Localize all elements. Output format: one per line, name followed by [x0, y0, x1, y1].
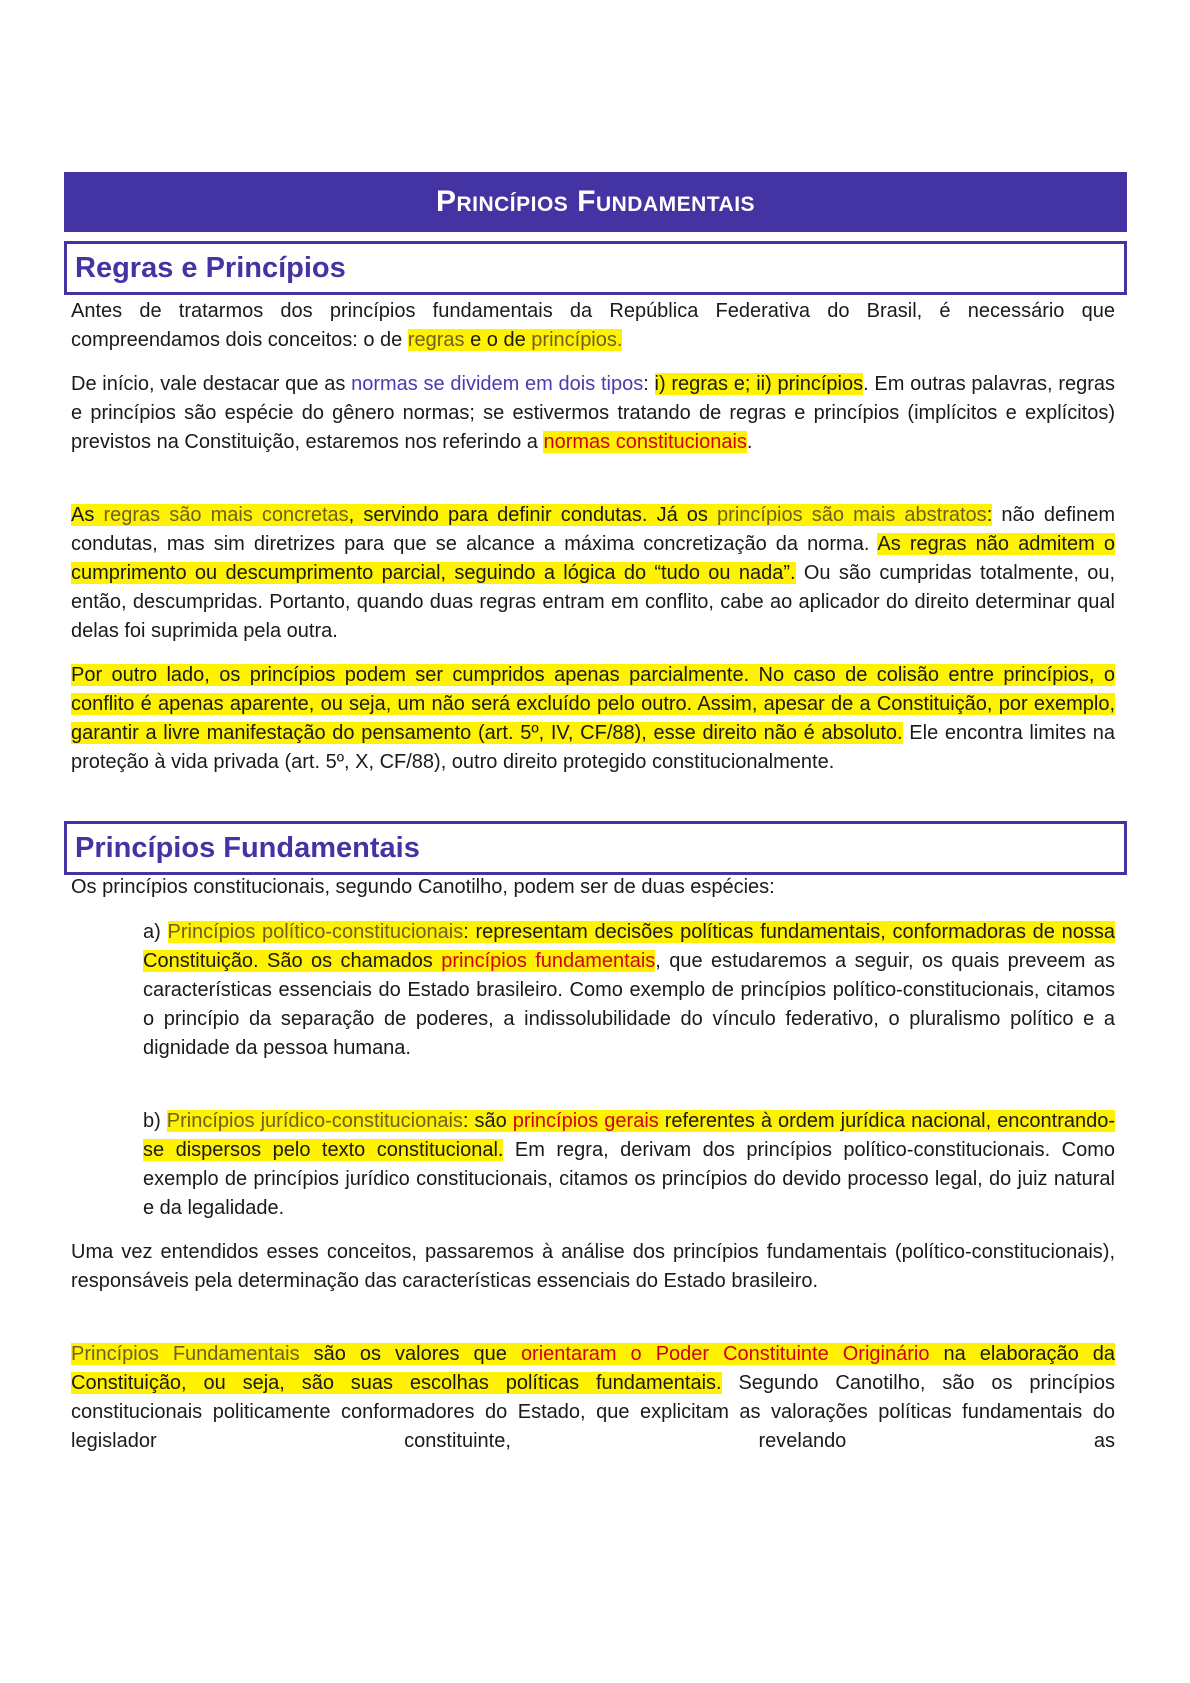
- text-run: Antes de tratarmos dos princípios fundamentais da República Federativa do Brasil, é necessário que compreendamos dois conceitos: o de: [71, 300, 1115, 351]
- section-heading: Princípios Fundamentais: [75, 831, 420, 864]
- text-run: a): [143, 921, 168, 943]
- chapter-title: Princípios Fundamentais: [435, 185, 756, 218]
- highlighted-red-term: princípios fundamentais: [441, 950, 656, 972]
- text-run: :: [643, 373, 655, 395]
- blue-term: normas se dividem em dois tipos: [351, 373, 644, 395]
- highlighted-term: Princípios Fundamentais: [71, 1343, 300, 1365]
- paragraph: [71, 1340, 1115, 1456]
- highlighted-red-term: orientaram o Poder Constituinte Originário: [520, 1343, 930, 1365]
- text-run: Uma vez entendidos esses conceitos, passaremos à análise dos princípios fundamentais (político-constitucionais), responsáveis pela determinação das características essenciais do Estado brasileiro.: [71, 1241, 1115, 1292]
- highlighted-text: e o de: [464, 329, 532, 351]
- highlighted-term: princípios.: [531, 329, 623, 351]
- text-run: Os princípios constitucionais, segundo Canotilho, podem ser de duas espécies:: [71, 876, 775, 898]
- section-heading-box: [64, 821, 1127, 875]
- highlighted-text: As: [71, 504, 104, 526]
- highlighted-term: regras são mais concretas: [103, 504, 349, 526]
- highlighted-text: Por outro lado, os princípios podem ser cumpridos apenas parcialmente. No caso de colisão entre princípios, o conflito é apenas aparente, ou seja, um não será excluído pelo outro. Assim, apesar de a Constituição, por exemplo, garantir a livre manifestação do pensamento (art. 5º, IV, CF/88), esse direito não é absoluto.: [71, 664, 1115, 744]
- chapter-title-banner: [64, 172, 1127, 232]
- text-run: . Em outras palavras, regras e princípios são espécie do gênero normas; se estivermos tratando de regras e princípios (implícitos e explícitos) previstos na Constituição, estaremos nos referindo a: [71, 373, 1116, 453]
- text-run: De início, vale destacar que as: [71, 373, 352, 395]
- highlighted-red-term: princípios gerais: [512, 1110, 659, 1132]
- list-item-b: [143, 1107, 1115, 1223]
- highlighted-term: Princípios político-constitucionais: [167, 921, 464, 943]
- highlighted-text: i) regras e; ii) princípios: [654, 373, 864, 395]
- text-run: , que estudaremos a seguir, os quais preveem as características essenciais do Estado brasileiro. Como exemplo de princípios político-constitucionais, citamos o princípio da separação de poderes, a indissolubilidade do vínculo federativo, o pluralismo político e a dignidade da pessoa humana.: [143, 950, 1115, 1059]
- highlighted-term: princípios são mais abstratos: [717, 504, 987, 526]
- highlighted-text: :: [986, 504, 993, 526]
- section-heading: Regras e Princípios: [75, 251, 346, 284]
- text-run: não definem condutas, mas sim diretrizes para que se alcance a máxima concretização da norma.: [71, 504, 1115, 555]
- highlighted-text: na elaboração da Constituição, ou seja, são suas escolhas políticas fundamentais.: [71, 1343, 1115, 1394]
- highlighted-term: Princípios jurídico-constitucionais: [166, 1110, 463, 1132]
- highlighted-text: referentes à ordem jurídica nacional, encontrando-se dispersos pelo texto constitucional.: [143, 1110, 1116, 1161]
- highlighted-text: : representam decisões políticas fundamentais, conformadoras de nossa Constituição. São os chamados: [143, 921, 1115, 972]
- paragraph: [71, 661, 1115, 777]
- highlighted-term: regras: [407, 329, 465, 351]
- section-heading-box: [64, 241, 1127, 295]
- paragraph: [71, 1238, 1115, 1296]
- list-item-a: [143, 918, 1115, 1063]
- paragraph: [71, 370, 1115, 457]
- text-run: b): [143, 1110, 167, 1132]
- text-run: Em regra, derivam dos princípios político-constitucionais. Como exemplo de princípios jurídico constitucionais, citamos os princípios do devido processo legal, do juiz natural e da legalidade.: [143, 1139, 1116, 1219]
- text-run: Ele encontra limites na proteção à vida privada (art. 5º, X, CF/88), outro direito protegido constitucionalmente.: [71, 722, 1115, 773]
- highlighted-text: , servindo para definir condutas. Já os: [348, 504, 718, 526]
- paragraph: [71, 501, 1115, 646]
- highlighted-text: : são: [462, 1110, 513, 1132]
- highlighted-text: são os valores que: [299, 1343, 521, 1365]
- text-run: Segundo Canotilho, são os princípios constitucionais politicamente conformadores do Estado, que explicitam as valorações políticas fundamentais do legislador constituinte, revelando as: [71, 1372, 1115, 1452]
- text-run: Ou são cumpridas totalmente, ou, então, descumpridas. Portanto, quando duas regras entram em conflito, cabe ao aplicador do direito determinar qual delas foi suprimida pela outra.: [71, 562, 1115, 642]
- paragraph: [71, 297, 1115, 355]
- paragraph: [71, 873, 1115, 902]
- text-run: .: [746, 431, 753, 453]
- highlighted-red-term: normas constitucionais: [543, 431, 747, 453]
- highlighted-text: As regras não admitem o cumprimento ou descumprimento parcial, seguindo a lógica do “tudo ou nada”.: [71, 533, 1115, 584]
